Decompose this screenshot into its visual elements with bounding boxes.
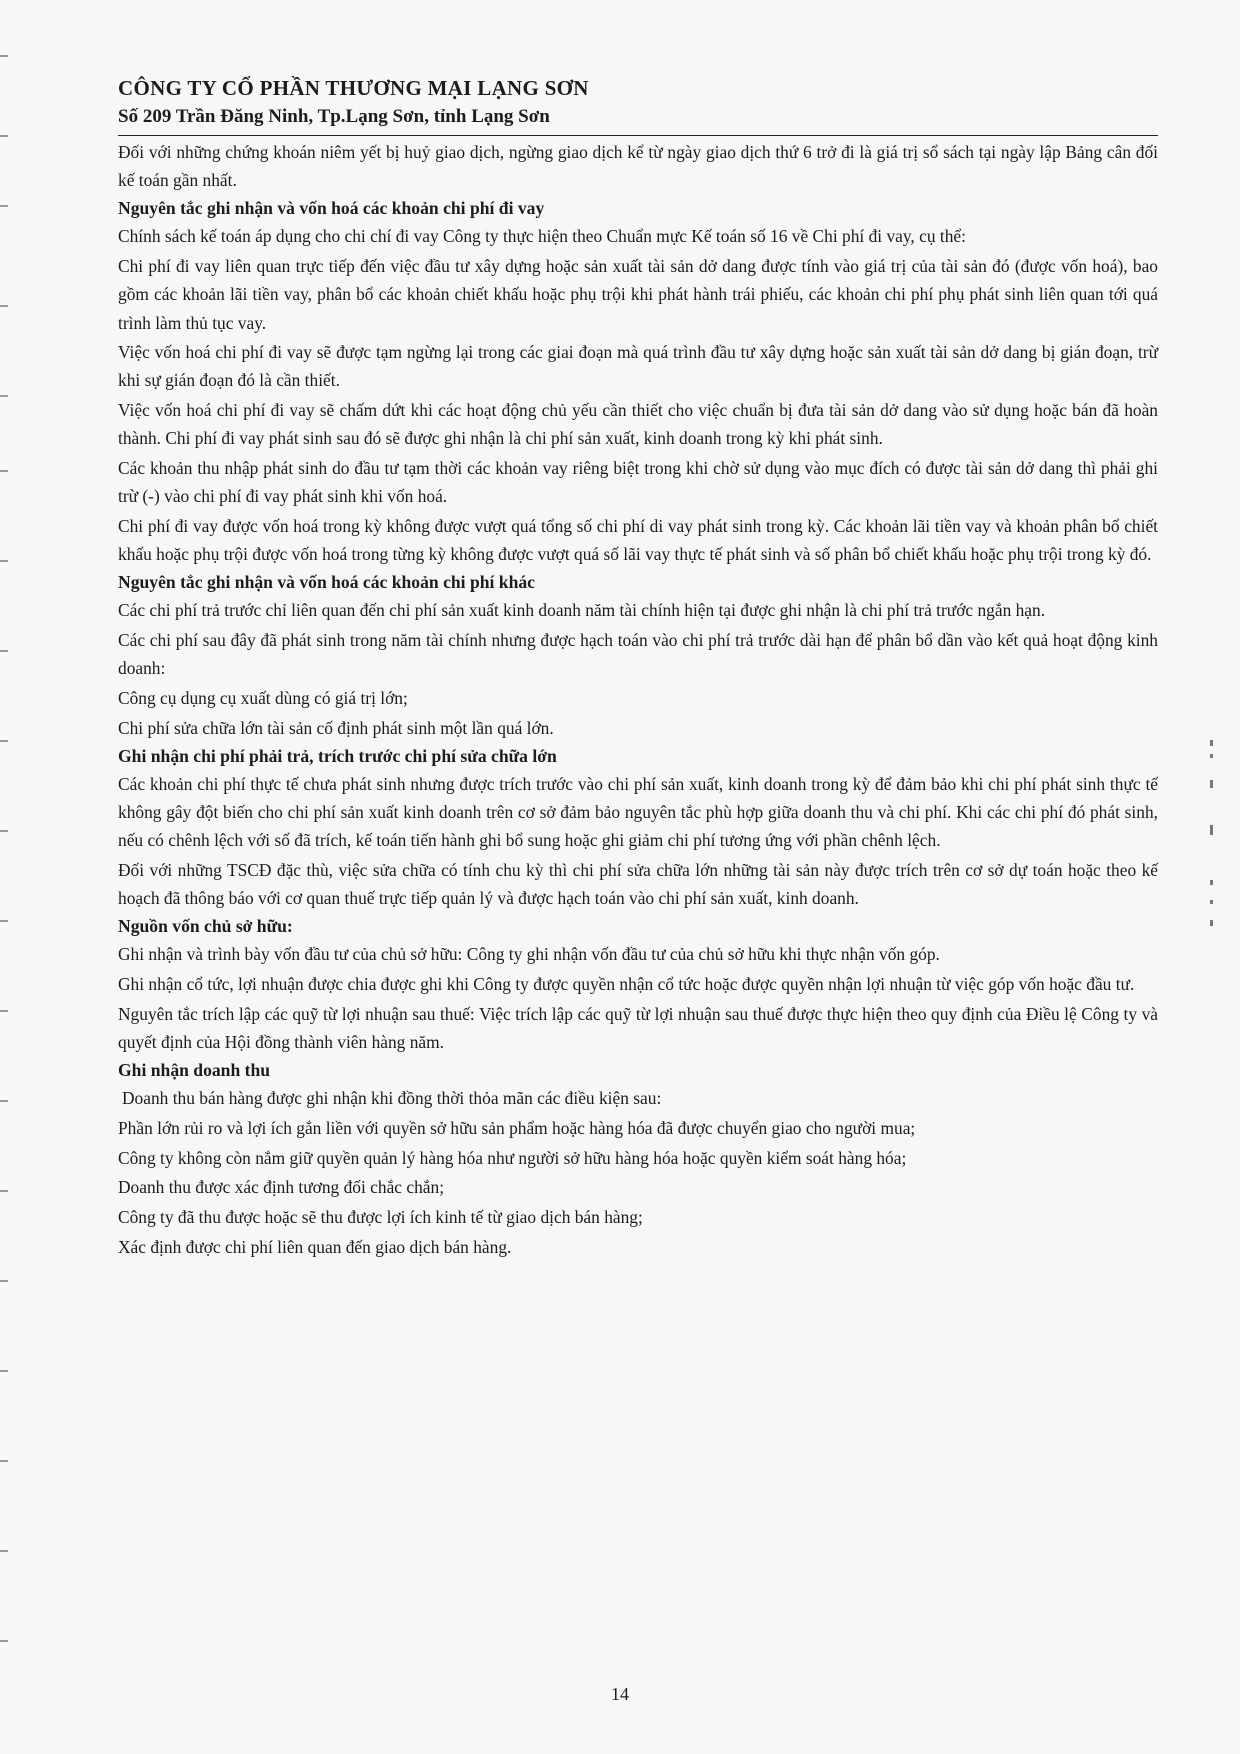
paragraph: Các khoản thu nhập phát sinh do đầu tư tạm thời các khoản vay riêng biệt trong khi chờ sử dụng vào mục đích có được tài sản dở dang thì phải ghi trừ (-) vào chi phí đi vay phát sinh khi vốn hoá. [118, 458, 1158, 507]
document-header [118, 74, 1158, 130]
paragraph: Đối với những TSCĐ đặc thù, việc sửa chữa có tính chu kỳ thì chi phí sửa chữa lớn những tài sản này được trích trên cơ sở dự toán hoặc theo kế hoạch đã thông báo với cơ quan thuế trực tiếp quản lý và được hạch toán vào chi phí sản xuất, kinh doanh. [118, 859, 1158, 909]
paragraph: Việc vốn hoá chi phí đi vay sẽ chấm dứt khi các hoạt động chủ yếu cần thiết cho việc chuẩn bị đưa tài sản dở dang vào sử dụng hoặc bán đã hoàn thành. Chi phí đi vay phát sinh sau đó sẽ được ghi nhận là chi phí sản xuất, kinh doanh trong kỳ khi phát sinh. [118, 400, 1158, 449]
paragraph: Các khoản chi phí thực tế chưa phát sinh nhưng được trích trước vào chi phí sản xuất, kinh doanh trong kỳ để đảm bảo khi chi phí phát sinh thực tế không gây đột biến cho chi phí sản xuất kinh doanh trên cơ sở đảm bảo nguyên tắc phù hợp giữa doanh thu và chi phí. Khi các chi phí đó phát sinh, nếu có chênh lệch với số đã trích, kế toán tiến hành ghi bổ sung hoặc ghi giảm chi phí tương ứng với phần chênh lệch. [118, 773, 1158, 851]
paragraph: Ghi nhận và trình bày vốn đầu tư của chủ sở hữu: Công ty ghi nhận vốn đầu tư của chủ sở hữu khi thực nhận vốn góp. [118, 944, 940, 965]
paragraph: Phần lớn rủi ro và lợi ích gắn liền với quyền sở hữu sản phẩm hoặc hàng hóa đã được chuyển giao cho người mua; [118, 1117, 916, 1138]
paragraph: Chính sách kế toán áp dụng cho chi chí đi vay Công ty thực hiện theo Chuẩn mực Kế toán số 16 về Chi phí đi vay, cụ thể: [118, 226, 966, 247]
paragraph: Các chi phí trả trước chỉ liên quan đến chi phí sản xuất kinh doanh năm tài chính hiện tại được ghi nhận là chi phí trả trước ngắn hạn. [118, 600, 1046, 621]
scan-margin-ticks [0, 0, 10, 1754]
paragraph: Đối với những chứng khoán niêm yết bị huỷ giao dịch, ngừng giao dịch kể từ ngày giao dịch thứ 6 trở đi là giá trị sổ sách tại ngày lập Bảng cân đối kế toán gần nhất. [118, 142, 1158, 191]
paragraph: Chi phí đi vay được vốn hoá trong kỳ không được vượt quá tổng số chi phí di vay phát sinh trong kỳ. Các khoản lãi tiền vay và khoản phân bổ chiết khấu hoặc phụ trội được vốn hoá trong từng kỳ không được vượt quá số lãi vay thực tế phát sinh và số phân bổ chiết khấu hoặc phụ trội trong kỳ đó. [118, 515, 1158, 565]
paragraph: Xác định được chi phí liên quan đến giao dịch bán hàng. [118, 1236, 512, 1257]
document-body [118, 138, 1158, 1261]
paragraph: Việc vốn hoá chi phí đi vay sẽ được tạm ngừng lại trong các giai đoạn mà quá trình đầu tư xây dựng hoặc sản xuất tài sản dở dang bị gián đoạn, trừ khi sự gián đoạn đó là cần thiết. [118, 342, 1158, 391]
paragraph: Các chi phí sau đây đã phát sinh trong năm tài chính nhưng được hạch toán vào chi phí trả trước dài hạn để phân bổ dần vào kết quả hoạt động kinh doanh: [118, 630, 1158, 679]
header-rule [118, 135, 1158, 136]
company-address: Số 209 Trần Đăng Ninh, Tp.Lạng Sơn, tỉnh Lạng Sơn [118, 106, 550, 127]
paragraph: Doanh thu được xác định tương đối chắc chắn; [118, 1177, 445, 1198]
section-heading: Ghi nhận doanh thu [118, 1060, 271, 1081]
paragraph: Ghi nhận cổ tức, lợi nhuận được chia được ghi khi Công ty được quyền nhận cổ tức hoặc được quyền nhận lợi nhuận từ việc góp vốn hoặc đầu tư. [118, 974, 1135, 995]
paragraph: Công cụ dụng cụ xuất dùng có giá trị lớn; [118, 687, 408, 708]
page-number: 14 [611, 1684, 629, 1704]
section-heading: Nguyên tắc ghi nhận và vốn hoá các khoản chi phí đi vay [118, 198, 545, 219]
paragraph: Chi phí sửa chữa lớn tài sản cố định phát sinh một lần quá lớn. [118, 717, 554, 738]
company-name: CÔNG TY CỔ PHẦN THƯƠNG MẠI LẠNG SƠN [118, 76, 589, 100]
section-heading: Nguồn vốn chủ sở hữu: [118, 916, 293, 937]
paragraph: Doanh thu bán hàng được ghi nhận khi đồng thời thỏa mãn các điều kiện sau: [122, 1088, 662, 1109]
paragraph: Công ty không còn nắm giữ quyền quản lý hàng hóa như người sở hữu hàng hóa hoặc quyền kiểm soát hàng hóa; [118, 1147, 907, 1168]
section-heading: Nguyên tắc ghi nhận và vốn hoá các khoản chi phí khác [118, 572, 535, 593]
scan-edge-marks [1208, 730, 1220, 930]
section-heading: Ghi nhận chi phí phải trả, trích trước chi phí sửa chữa lớn [118, 745, 557, 766]
paragraph: Công ty đã thu được hoặc sẽ thu được lợi ích kinh tế từ giao dịch bán hàng; [118, 1207, 643, 1227]
paragraph: Chi phí đi vay liên quan trực tiếp đến việc đầu tư xây dựng hoặc sản xuất tài sản dở dang được tính vào giá trị của tài sản đó (được vốn hoá), bao gồm các khoản lãi tiền vay, phân bổ các khoản chiết khấu hoặc phụ trội khi phát hành trái phiếu, các khoản chi phí phụ phát sinh liên quan tới quá trình làm thủ tục vay. [118, 256, 1158, 333]
paragraph: Nguyên tắc trích lập các quỹ từ lợi nhuận sau thuế: Việc trích lập các quỹ từ lợi nhuận sau thuế được thực hiện theo quy định của Điều lệ Công ty và quyết định của Hội đồng thành viên hàng năm. [118, 1003, 1158, 1052]
